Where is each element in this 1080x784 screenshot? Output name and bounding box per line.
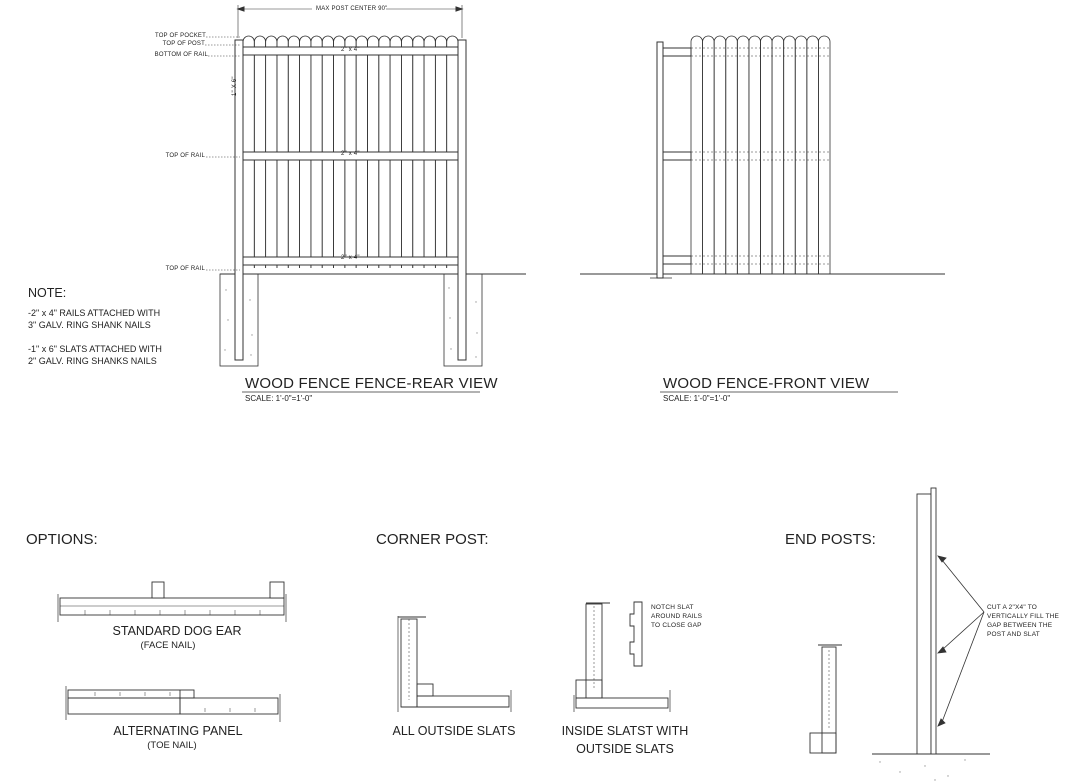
front-slats	[691, 36, 830, 274]
front-slat	[784, 36, 796, 274]
inside-slats-label-2: OUTSIDE SLATS	[576, 742, 674, 756]
notch-slat-line-3: TO CLOSE GAP	[651, 622, 702, 629]
corner-post-heading: CORNER POST:	[376, 531, 489, 548]
front-slat	[761, 36, 773, 274]
front-rail-top	[663, 48, 691, 56]
front-slat	[749, 36, 761, 274]
slat-size-label: 1" X 6"	[232, 76, 238, 96]
note-line-2a: -1" x 6" SLATS ATTACHED WITH	[28, 344, 162, 354]
front-slat	[772, 36, 784, 274]
alternating-panel-detail	[66, 686, 280, 722]
notch-slat-line-2: AROUND RAILS	[651, 613, 703, 620]
top-of-post-label: TOP OF POST	[162, 41, 205, 47]
footing-speckles	[224, 287, 477, 357]
post-right	[458, 40, 466, 360]
front-view-elevation	[580, 36, 945, 278]
rail-top-size-label: 2" x 4"	[341, 47, 360, 53]
end-posts-callout-4: POST AND SLAT	[987, 631, 1040, 638]
alternating-panel-title: ALTERNATING PANEL	[113, 724, 243, 738]
front-rail-middle	[663, 152, 691, 160]
rail-bottom-size-label: 2" x 4"	[341, 255, 360, 261]
top-of-rail-low-label: TOP OF RAIL	[165, 266, 205, 272]
rail-middle-size-label: 2" x 4"	[341, 151, 360, 157]
rear-view-elevation	[205, 5, 526, 366]
front-slat	[703, 36, 715, 274]
note-line-1b: 3" GALV. RING SHANK NAILS	[28, 320, 151, 330]
end-posts-heading: END POSTS:	[785, 531, 876, 548]
front-view-scale: SCALE: 1'-0"=1'-0"	[663, 394, 731, 403]
front-slat	[737, 36, 749, 274]
front-post	[657, 42, 663, 278]
rear-view-scale: SCALE: 1'-0"=1'-0"	[245, 394, 313, 403]
note-heading: NOTE:	[28, 286, 67, 300]
front-slat	[714, 36, 726, 274]
standard-dog-ear-detail	[58, 582, 286, 622]
post-center-dimension-label: MAX POST CENTER 90"	[316, 6, 388, 12]
front-slat	[726, 36, 738, 274]
callout-arrows	[938, 556, 984, 726]
front-slat	[818, 36, 830, 274]
front-slat	[795, 36, 807, 274]
end-posts-callout-2: VERTICALLY FILL THE	[987, 613, 1060, 620]
rear-view-title: WOOD FENCE FENCE-REAR VIEW	[245, 375, 498, 392]
standard-dog-ear-title: STANDARD DOG EAR	[112, 624, 242, 638]
options-heading: OPTIONS:	[26, 531, 98, 548]
alternating-panel-sub: (TOE NAIL)	[147, 740, 197, 751]
standard-dog-ear-sub: (FACE NAIL)	[140, 640, 196, 651]
end-posts-callout-1: CUT A 2"X4" TO	[987, 604, 1038, 611]
front-slat	[807, 36, 819, 274]
front-slat	[691, 36, 703, 274]
end-post-short-detail	[810, 645, 842, 753]
note-line-1a: -2" x 4" RAILS ATTACHED WITH	[28, 308, 161, 318]
top-of-rail-mid-label: TOP OF RAIL	[165, 153, 205, 159]
top-of-pocket-label: TOP OF POCKET	[154, 33, 206, 39]
inside-slats-label-1: INSIDE SLATST WITH	[561, 724, 689, 738]
corner-all-outside-detail	[398, 616, 511, 712]
front-view-title: WOOD FENCE-FRONT VIEW	[663, 375, 870, 392]
ground-speckles	[879, 759, 965, 780]
notch-slat-line-1: NOTCH SLAT	[651, 604, 694, 611]
end-posts-callout-3: GAP BETWEEN THE	[987, 622, 1053, 629]
end-post-tall-detail	[872, 488, 990, 781]
note-line-2b: 2" GALV. RING SHANKS NAILS	[28, 356, 157, 366]
all-outside-slats-label: ALL OUTSIDE SLATS	[392, 724, 516, 738]
front-rail-bottom	[663, 256, 691, 264]
bottom-of-rail-label: BOTTOM OF RAIL	[154, 52, 208, 58]
